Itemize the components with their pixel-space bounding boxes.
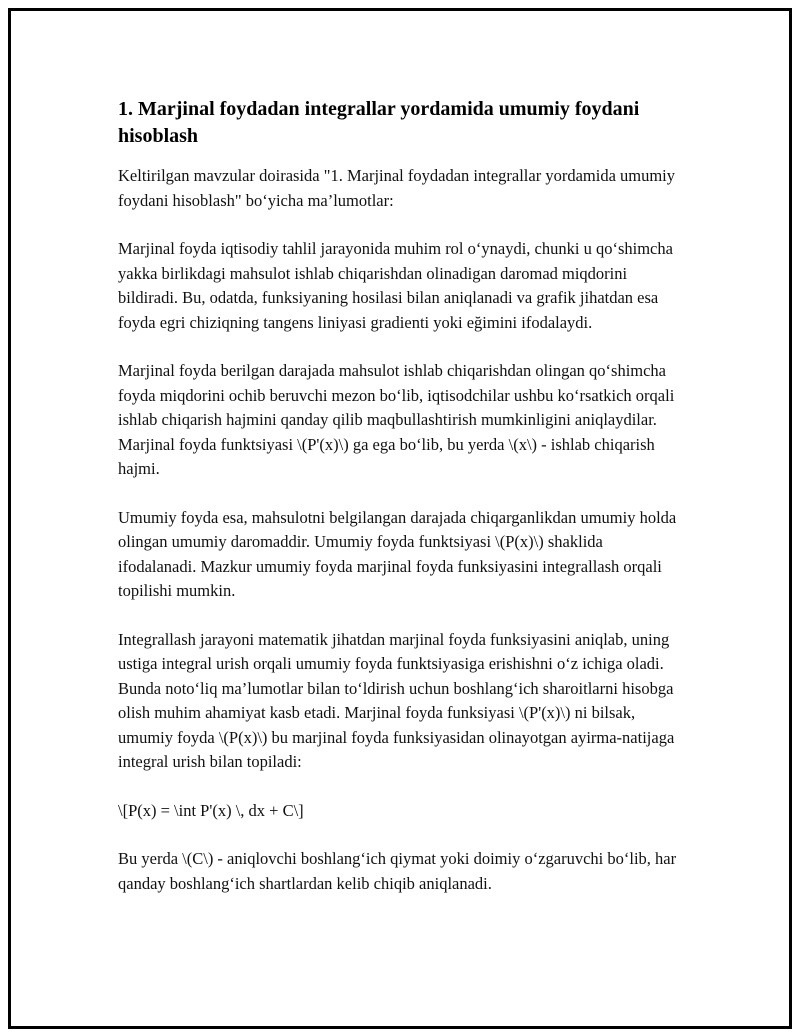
paragraph-integrallash: Integrallash jarayoni matematik jihatdan marjinal foyda funksiyasini aniqlab, uning ustiga integral urish orqali umumiy foyda funktsiyasiga erishishni o‘z ichiga oladi. Bunda noto‘liq ma’lumotlar bilan to‘ldirish uchun boshlang‘ich sharoitlarni hisobga olish muhim ahamiyat kasb etadi. Marjinal foyda funksiyasi \(P'(x)\) ni bilsak, umumiy foyda \(P(x)\) bu marjinal foyda funksiyasidan olinayotgan ayirma-natijaga integral urish bilan topiladi: (118, 629, 675, 771)
paragraph-marjinal-foyda: Marjinal foyda iqtisodiy tahlil jarayonida muhim rol o‘ynaydi, chunki u qo‘shimcha yakka birlikdagi mahsulot ishlab chiqarishdan olinadigan daromad miqdorini bildiradi. Bu, odatda, funksiyaning hosilasi bilan aniqlanadi va grafik jihatdan esa foyda egri chiziqning tangens liniyasi gradienti yoki eğimini ifodalaydi. (118, 239, 673, 332)
document-title: 1. Marjinal foydadan integrallar yordamida umumiy foydani hisoblash (118, 98, 640, 147)
paragraph-marjinal-foyda-mezon: Marjinal foyda berilgan darajada mahsulot ishlab chiqarishdan olingan qo‘shimcha foyda miqdorini ochib beruvchi mezon bo‘lib, iqtisodchilar ushbu ko‘rsatkich orqali ishlab chiqarish hajmini qanday qilib maqbullashtirish mumkinligini aniqlaydilar. Marjinal foyda funktsiyasi \(P'(x)\) ga ega bo‘lib, bu yerda \(x\) - ishlab chiqarish hajmi. (118, 361, 675, 478)
intro-paragraph: Keltirilgan mavzular doirasida "1. Marjinal foydadan integrallar yordamida umumiy foydani hisoblash" bo‘yicha ma’lumotlar: (118, 166, 676, 210)
paragraph-umumiy-foyda: Umumiy foyda esa, mahsulotni belgilangan darajada chiqarganlikdan umumiy holda olingan umumiy daromaddir. Umumiy foyda funktsiyasi \(P(x)\) shaklida ifodalanadi. Mazkur umumiy foyda marjinal foyda funksiyasini integrallash orqali topilishi mumkin. (118, 507, 677, 600)
formula-integral: \[P(x) = \int P'(x) \, dx + C\] (118, 800, 304, 820)
document-body (118, 96, 678, 920)
paragraph-constant-c: Bu yerda \(C\) - aniqlovchi boshlang‘ich qiymat yoki doimiy o‘zgaruvchi bo‘lib, har qanday boshlang‘ich shartlardan kelib chiqib aniqlanadi. (118, 849, 677, 893)
